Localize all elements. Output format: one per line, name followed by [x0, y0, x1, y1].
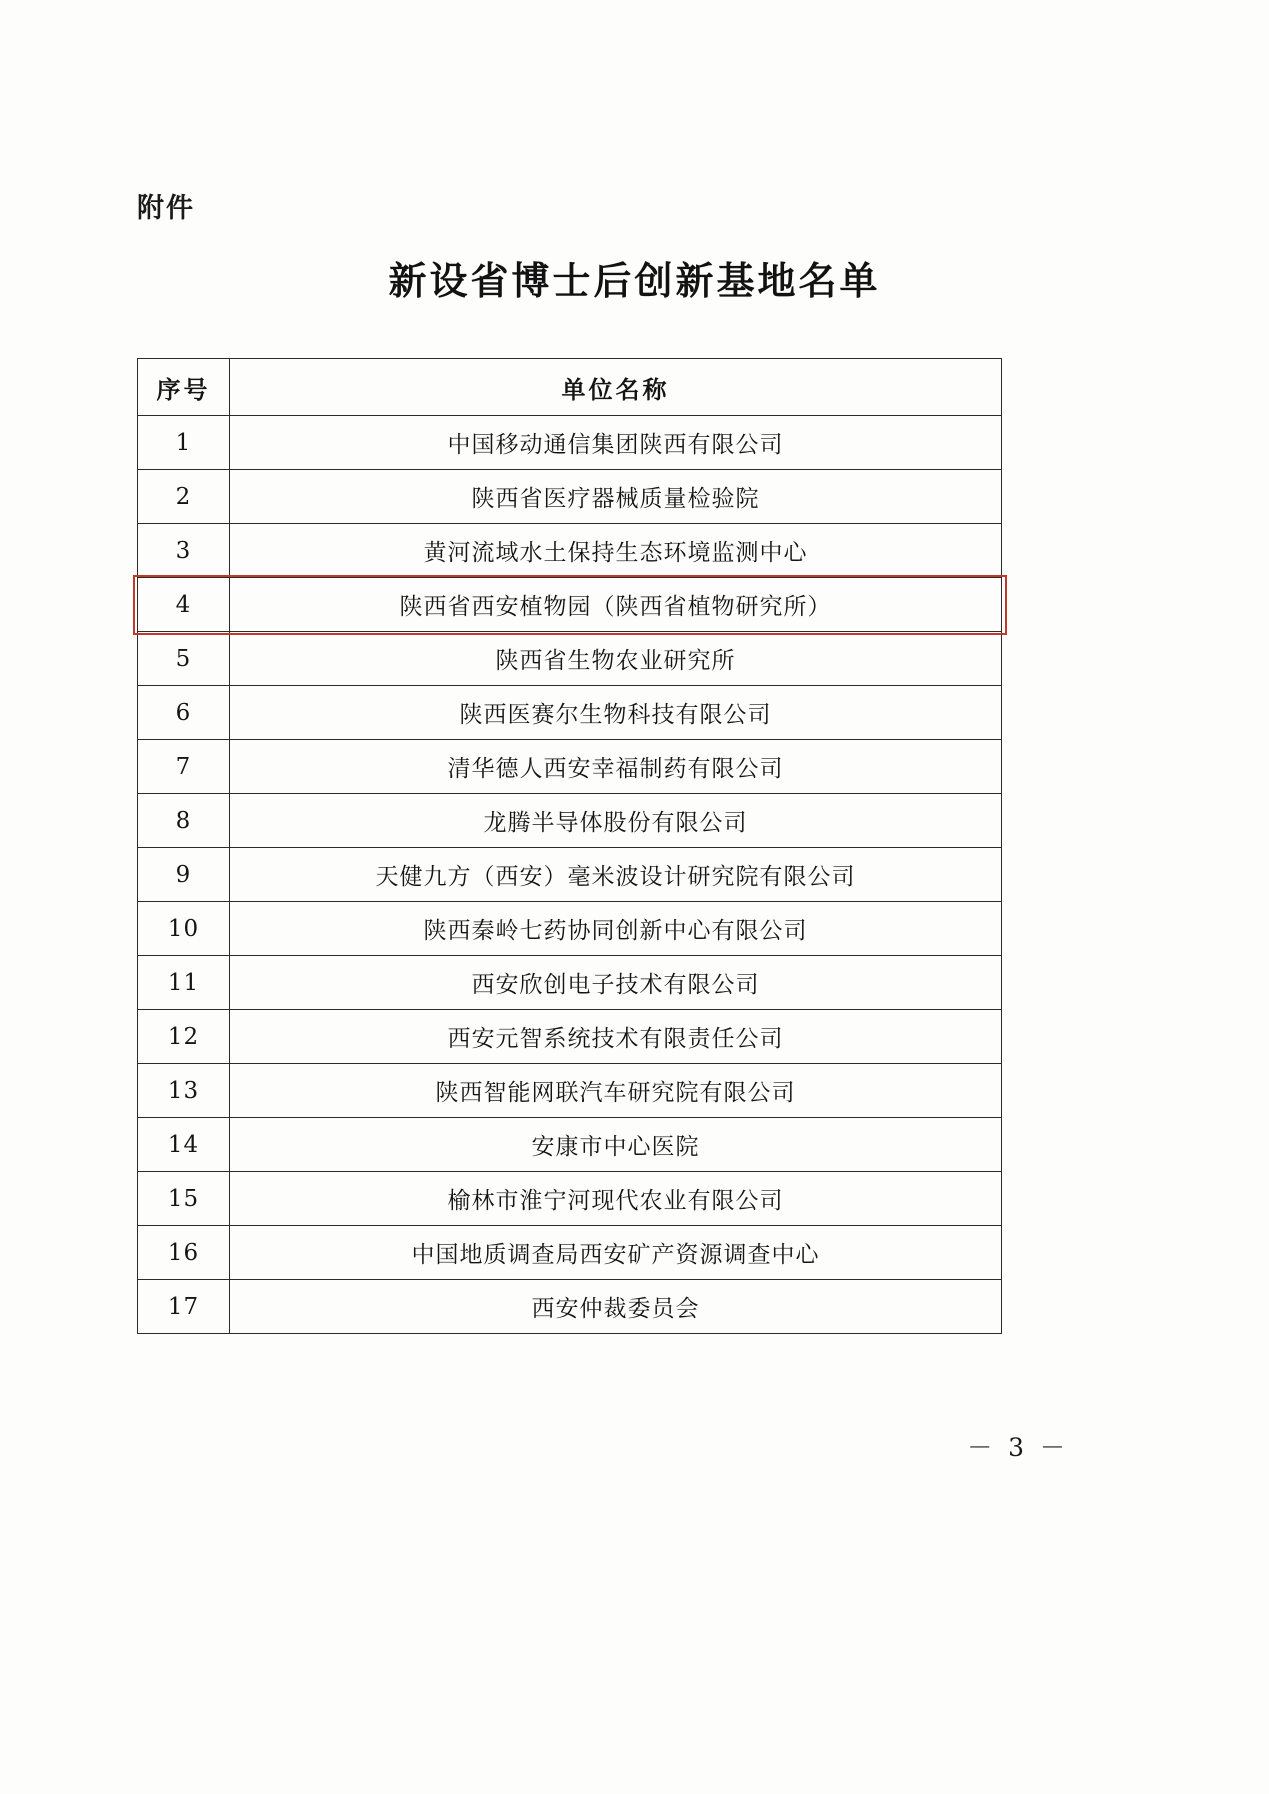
row-unit-name-cell: 陕西秦岭七药协同创新中心有限公司: [230, 902, 1002, 956]
row-index-cell: 1: [138, 416, 230, 470]
row-index-cell: 9: [138, 848, 230, 902]
table-row: [138, 578, 1002, 632]
row-index-cell: 4: [138, 578, 230, 632]
table-row: [138, 1064, 1002, 1118]
row-unit-name-cell: 清华德人西安幸福制药有限公司: [230, 740, 1002, 794]
attachment-label: 附件: [137, 193, 195, 224]
table-row: [138, 1010, 1002, 1064]
row-index-cell: 14: [138, 1118, 230, 1172]
row-index-cell: 5: [138, 632, 230, 686]
row-index-cell: 12: [138, 1010, 230, 1064]
new-postdoc-base-list-table: [137, 358, 1002, 1334]
page-number: － 3 －: [967, 1433, 1069, 1462]
row-unit-name-cell: 中国移动通信集团陕西有限公司: [230, 416, 1002, 470]
table-row: [138, 524, 1002, 578]
row-unit-name-cell: 陕西省医疗器械质量检验院: [230, 470, 1002, 524]
row-index-cell: 13: [138, 1064, 230, 1118]
page-title: 新设省博士后创新基地名单: [388, 259, 881, 303]
row-index-cell: 6: [138, 686, 230, 740]
row-index-cell: 15: [138, 1172, 230, 1226]
table-row: [138, 848, 1002, 902]
column-header-index: 序号: [138, 359, 230, 416]
row-unit-name-cell: 陕西省生物农业研究所: [230, 632, 1002, 686]
table-row: [138, 1118, 1002, 1172]
row-unit-name-cell: 西安仲裁委员会: [230, 1280, 1002, 1334]
row-unit-name-cell: 陕西医赛尔生物科技有限公司: [230, 686, 1002, 740]
table-row: [138, 632, 1002, 686]
row-index-cell: 10: [138, 902, 230, 956]
table-header-row: [138, 359, 1002, 416]
row-index-cell: 7: [138, 740, 230, 794]
row-index-cell: 16: [138, 1226, 230, 1280]
row-index-cell: 11: [138, 956, 230, 1010]
row-unit-name-cell: 西安元智系统技术有限责任公司: [230, 1010, 1002, 1064]
row-index-cell: 17: [138, 1280, 230, 1334]
table-row: [138, 1172, 1002, 1226]
table-row: [138, 794, 1002, 848]
table-row: [138, 470, 1002, 524]
table-row: [138, 956, 1002, 1010]
table-row: [138, 686, 1002, 740]
row-unit-name-cell: 黄河流域水土保持生态环境监测中心: [230, 524, 1002, 578]
row-unit-name-cell: 中国地质调查局西安矿产资源调查中心: [230, 1226, 1002, 1280]
row-unit-name-cell: 西安欣创电子技术有限公司: [230, 956, 1002, 1010]
row-unit-name-cell: 安康市中心医院: [230, 1118, 1002, 1172]
row-index-cell: 3: [138, 524, 230, 578]
row-unit-name-cell: 龙腾半导体股份有限公司: [230, 794, 1002, 848]
row-unit-name-cell: 榆林市淮宁河现代农业有限公司: [230, 1172, 1002, 1226]
row-unit-name-cell: 天健九方（西安）毫米波设计研究院有限公司: [230, 848, 1002, 902]
table-row: [138, 1226, 1002, 1280]
column-header-name: 单位名称: [230, 359, 1002, 416]
table-row: [138, 1280, 1002, 1334]
row-index-cell: 8: [138, 794, 230, 848]
row-index-cell: 2: [138, 470, 230, 524]
table-row: [138, 902, 1002, 956]
table-row: [138, 740, 1002, 794]
row-unit-name-cell: 陕西省西安植物园（陕西省植物研究所）: [230, 578, 1002, 632]
table-row: [138, 416, 1002, 470]
list-table-container: [137, 358, 1002, 1334]
row-unit-name-cell: 陕西智能网联汽车研究院有限公司: [230, 1064, 1002, 1118]
